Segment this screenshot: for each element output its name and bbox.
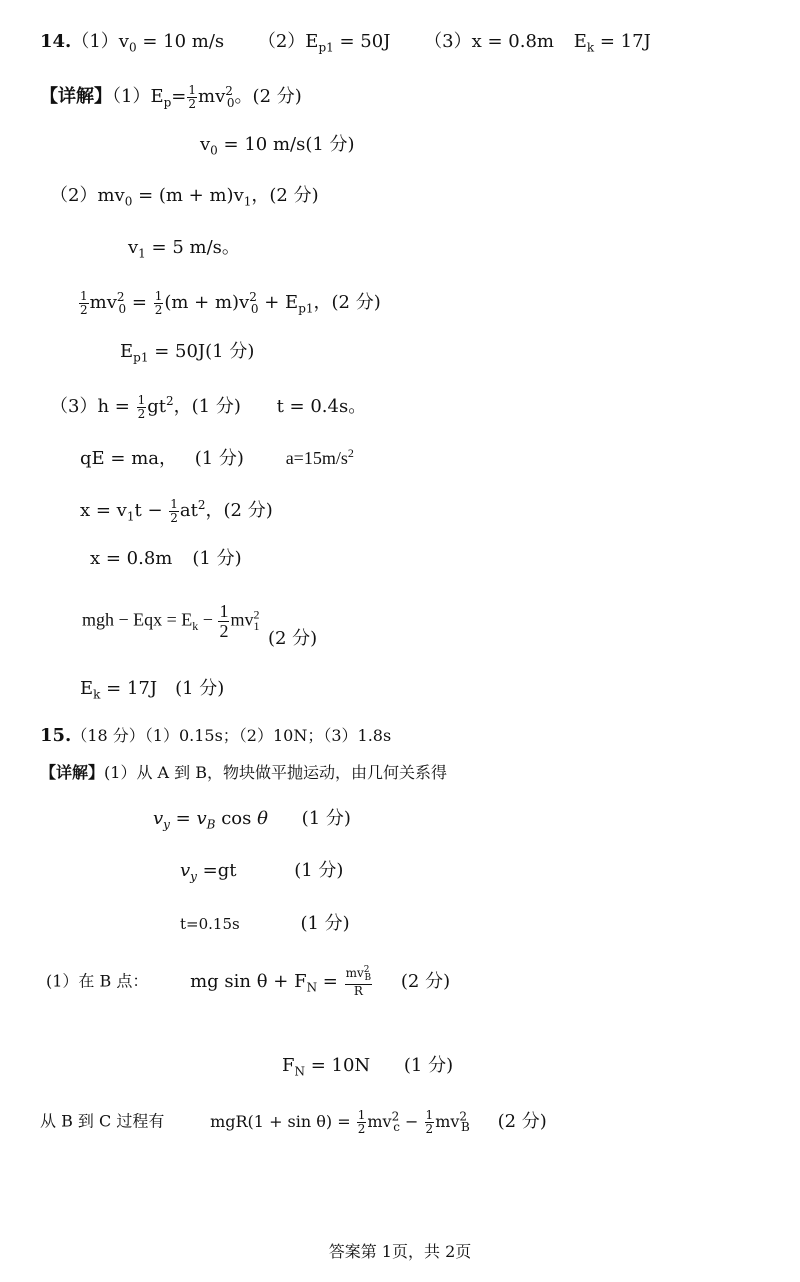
- q14-v1-result: $v_1 = 5$ m/s。: [128, 237, 240, 261]
- q14-answer-1: $(1)v_0 = 10$ m/s: [71, 31, 225, 55]
- q14-answer-3: （3）x = 0.8m: [424, 31, 554, 52]
- q14-ek-result: $E_k = 17J$ (1 分): [80, 678, 225, 702]
- q14-ep-result: $E_{p1} = 50J(1$ 分): [120, 341, 255, 365]
- q15-vy-cos-eq: $v_y = v_B$ cos θ (1 分): [153, 808, 351, 832]
- q15-b-point-eq: (1）在 B 点： mg $\sin \theta + F_N$ = $\frac{mv^2_B}{R}$ (2 分): [46, 965, 451, 998]
- page-footer: 答案第 1页，共 2页: [328, 1242, 472, 1261]
- q15-t-result: t=0.15s (1 分): [180, 913, 350, 934]
- q15-number: 15.: [40, 725, 72, 746]
- q14-x-eq: $x = v_1t$ − $\frac{1}{2}$ $at^2$，(2 分): [80, 497, 273, 525]
- q15-vy-gt-eq: $v_y =gt$ (1 分): [180, 860, 344, 884]
- q15-detail-intro: 【详解】(1）从 A 到 B，物块做平抛运动，由几何关系得: [40, 763, 448, 782]
- q14-answer-2: $(2)E_{p1} = 50J$: [257, 31, 391, 55]
- q14-h-eq: （3）h = $\frac{1}{2}$ $gt^2$，(1 分) t = 0.4s。: [50, 393, 367, 421]
- q15-b-to-c-eq: 从 B 到 C 过程有 mgR(1 + sin θ) = $\frac{1}{2}$ $mv^2_c$ − $\frac{1}{2}$ $mv^2_B$ (2 分): [40, 1108, 547, 1136]
- q14-detail-p1: 【详解】$(1)E_p=$ $\frac{1}{2}$ $mv^2_0$。(2 分): [40, 83, 302, 111]
- q14-detail-label: 【详解】: [40, 86, 112, 108]
- q14-qe-eq: qE = ma， (1 分) $a=15m/s^2$: [80, 446, 354, 469]
- q14-energy-theorem: mgh − Eqx = $E_k$ − $\frac{1}{2}$ $mv^2_1$ (2 分): [82, 601, 318, 649]
- q14-answer-summary: [40, 33, 651, 54]
- q15-answer-summary: 15.（18 分）（1）0.15s；（2）10N；（3）1.8s: [40, 725, 392, 746]
- q14-answer-3b: $E_k = 17J$: [573, 31, 651, 55]
- q14-energy-eq: $\frac{1}{2}$ $mv^2_0$ = $\frac{1}{2}$ $(m + m)v^2_0 + E_{p1}$，(2 分): [80, 289, 381, 317]
- q14-momentum-eq: $(2)mv_0 = (m + m)v_1$，(2 分): [50, 185, 319, 209]
- q14-number: 14.: [40, 31, 72, 52]
- q14-x-result: x = 0.8m (1 分): [90, 548, 242, 569]
- q14-v0-result: $v_0 = 10$ m/s(1 分): [200, 134, 355, 158]
- q15-fn-result: $F_N = 10N$ (1 分): [282, 1055, 454, 1079]
